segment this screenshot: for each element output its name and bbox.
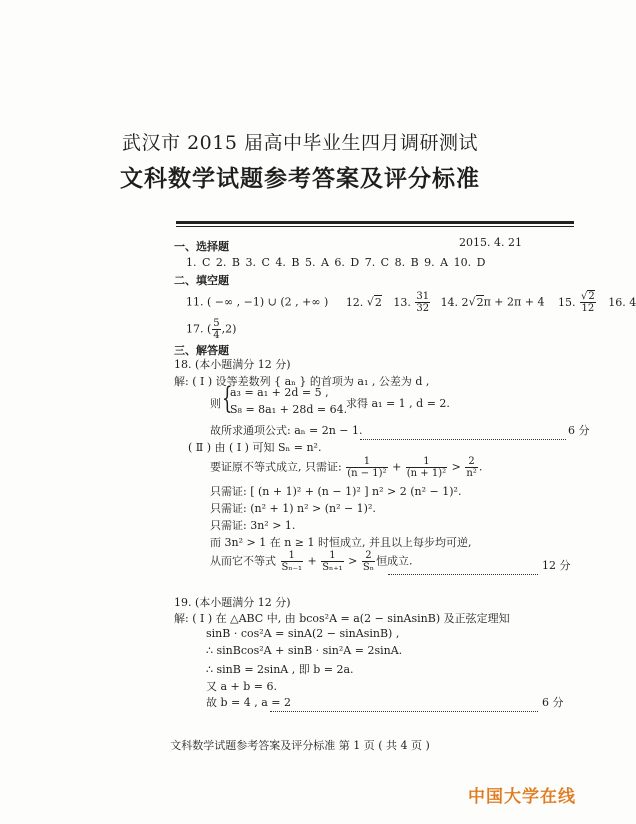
q18-line-6: 只需证: (n² + 1) n² > (n² − 1)². [210,502,376,515]
q18-line-9-text: 从而它不等式 [210,554,276,568]
fraction [346,456,387,479]
sqrt-symbol: √ [580,291,588,302]
q19-line-5: 又 a + b = 6. [206,680,278,693]
header-rule-thick [176,221,574,224]
answer-12-radicand: 2 [374,295,382,309]
q18-line-1: 解: ( Ⅰ ) 设等差数列 { aₙ } 的首项为 a₁ , 公差为 d , [174,375,430,388]
site-watermark: 中国大学在线 [468,787,576,807]
numerator: 1 [281,550,303,562]
numerator: 1 [321,550,343,562]
answer-14-rest: π + 2π + 4 [483,295,545,309]
denominator: Sₙ₊₁ [322,562,343,573]
q18-line-9-end: 恒成立. [376,554,413,568]
denominator: (n + 1)² [406,468,447,479]
q18-heading: 18. (本小题满分 12 分) [174,358,291,371]
answer-17-label: 17. ( [186,322,212,336]
answer-13-fraction [415,291,430,314]
section-heading-choice: 一、选择题 [174,240,229,253]
answer-15-fraction [580,291,596,314]
denominator: 4 [213,330,220,341]
denominator: 12 [581,303,595,314]
fraction [321,550,343,573]
q18-system-eq1: a₃ = a₁ + 2d = 5 , [230,386,329,399]
section-heading-fill: 二、填空题 [174,274,229,287]
q18-line-4 [210,456,482,479]
q18-system-result: 求得 a₁ = 1 , d = 2. [346,397,450,410]
answer-17-fraction [212,318,220,341]
document-title: 武汉市 2015 届高中毕业生四月调研测试 [122,132,478,154]
q18-line-2: 故所求通项公式: aₙ = 2n − 1. [210,424,363,437]
gt-sign: > [348,554,358,568]
numerator: 1 [346,456,387,468]
denominator: Sₙ [362,562,375,573]
choice-answers: 1. C 2. B 3. C 4. B 5. A 6. D 7. C 8. B 9. A 10. D [186,256,486,269]
q18-line-5: 只需证: [ (n + 1)² + (n − 1)² ] n² > 2 (n² − 1)². [210,485,462,498]
q19-score-6: 6 分 [542,696,564,709]
fill-answers-row [186,291,636,314]
q18-line-3: ( Ⅱ ) 由 ( Ⅰ ) 可知 Sₙ = n². [188,441,322,454]
q18-system-label: 则 [210,397,221,410]
answer-16: 16. 4 [608,295,636,309]
q18-system-eq2: S₈ = 8a₁ + 28d = 64. [230,403,348,416]
numerator [580,291,596,303]
plus-sign: + [392,460,402,474]
denominator: 32 [416,303,430,314]
q18-score-6: 6 分 [568,424,590,437]
sqrt-symbol: √ [468,295,476,309]
numerator: 31 [416,291,430,302]
answer-11: 11. ( −∞ , −1) ∪ (2 , +∞ ) [186,295,329,309]
answer-13-label: 13. [393,295,411,309]
section-heading-solve: 三、解答题 [174,344,229,357]
radicand: 2 [588,291,595,302]
header-rule-thin [176,226,574,227]
denominator: n² [466,468,477,479]
period: . [478,460,483,474]
answer-14-label: 14. 2 [440,295,469,309]
plus-sign: + [307,554,317,568]
denominator: Sₙ₋₁ [281,562,302,573]
page-footer: 文科数学试题参考答案及评分标准 第 1 页 ( 共 4 页 ) [170,739,430,752]
q18-line-9 [210,550,413,573]
answer-14-radicand: 2 [476,295,484,309]
brace-symbol: { [222,381,233,416]
q19-line-1: 解: ( Ⅰ ) 在 △ABC 中, 由 bcos²A = a(2 − sinAsinB) 及正弦定理知 [174,612,510,625]
denominator: (n − 1)² [347,468,387,479]
numerator: 5 [213,318,220,329]
fraction [406,456,447,479]
answer-17 [186,318,236,341]
answer-15-label: 15. [557,295,576,309]
score-leader-dots [360,428,566,447]
q18-line-8: 而 3n² > 1 在 n ≥ 1 时恒成立, 并且以上每步均可逆, [210,536,472,549]
q18-line-4-text: 要证原不等式成立, 只需证: [210,460,342,474]
q18-line-7: 只需证: 3n² > 1. [210,519,296,532]
answer-17-rest: ,2) [221,322,237,336]
q19-line-3: ∴ sinBcos²A + sinB · sin²A = 2sinA. [206,644,403,657]
document-date: 2015. 4. 21 [459,236,522,249]
answer-12-label: 12. [345,295,364,309]
score-leader-dots [270,700,538,719]
score-leader-dots [388,563,538,582]
fraction [465,456,477,479]
gt-sign: > [451,460,461,474]
numerator: 2 [465,456,477,468]
q19-line-2: sinB · cos²A = sinA(2 − sinAsinB) , [206,627,400,640]
numerator: 1 [406,456,447,468]
numerator: 2 [362,550,375,562]
q19-line-4: ∴ sinB = 2sinA , 即 b = 2a. [206,663,354,676]
q19-heading: 19. (本小题满分 12 分) [174,596,291,609]
fraction [362,550,375,573]
fraction [281,550,303,573]
q18-score-12: 12 分 [542,559,571,572]
q19-line-6: 故 b = 4 , a = 2 [206,696,292,709]
document-subtitle: 文科数学试题参考答案及评分标准 [120,165,480,192]
sqrt-symbol: √ [366,295,374,309]
